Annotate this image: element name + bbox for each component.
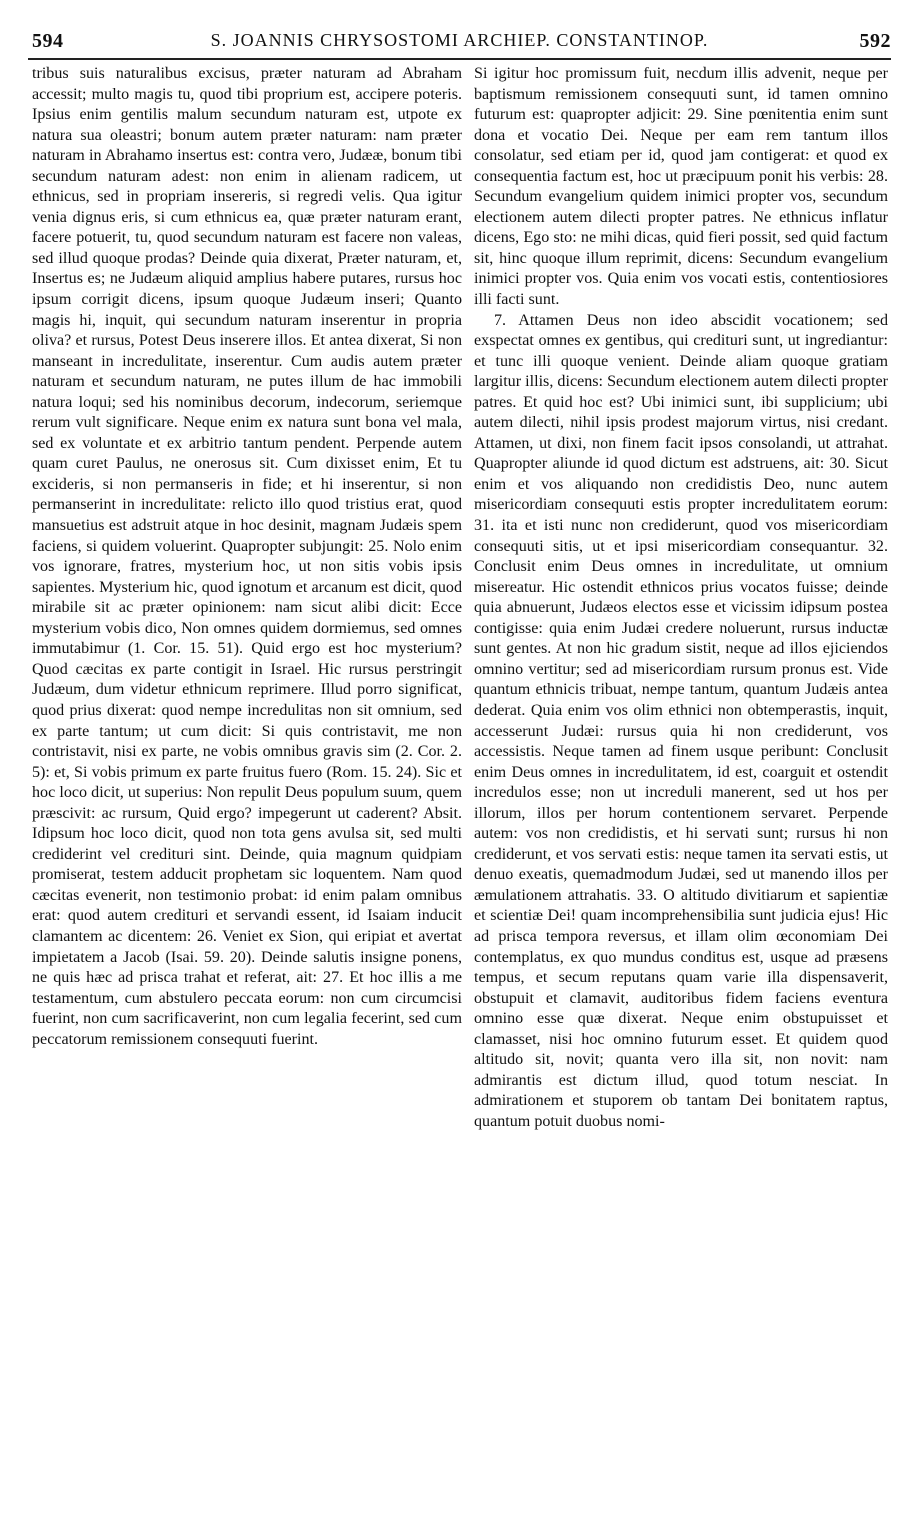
right-column (474, 64, 888, 1132)
right-paragraph-2: 7. Attamen Deus non ideo abscidit vocationem; sed exspectat omnes ex gentibus, qui credituri sunt, ut ingrediantur: et tunc illi quoque venient. Deinde aliam quoque gratiam largitur illis, dicens: Secundum electionem autem dilecti propter patres. Et quid hoc est? Ubi inimici sunt, ibi supplicium; ubi autem dilecti, nihil ipsis prodest majorum virtus, nisi credant. Attamen, ut dixi, non finem facit ipsos consolandi, ut attrahat. Quapropter aliunde id quod dictum est adstruens, ait: 30. Sicut enim et vos aliquando non credidistis Deo, nunc autem misericordiam consequuti estis propter incredulitatem eorum: 31. ita et isti nunc non crediderunt, quod vos misericordiam consequuti sitis, ut et ipsi misericordiam consequantur. 32. Conclusit enim Deus omnes in incredulitate, ut omnium misereatur. Hic ostendit ethnicos prius vocatos fuisse; deinde quia abnuerunt, Judæos electos esse et vicissim idipsum postea contigisse: quia enim Judæi credere noluerunt, rursus inductæ sunt gentes. At non hic gradum sistit, neque ad illos ejiciendos omnino vertitur; sed ad misericordiam rursum pronus est. Vide quantum ethnicis tribuat, nempe tantum, quantum Judæis antea dederat. Quia enim vos olim ethnici non obtemperastis, inquit, accesserunt Judæi: rursus quia hi non crediderunt, vos accessistis. Neque tamen ad finem usque peribunt: Conclusit enim Deus omnes in incredulitatem, id est, coarguit et ostendit incredulos esse; non ut increduli manerent, sed ut hos per illorum, illos per horum contentionem servaret. Perpende autem: vos non credidistis, et hi servati sunt; rursus hi non crediderunt, et vos servati estis: neque tamen ita servati estis, ut denuo exeatis, quemadmodum Judæi, sed ut manendo illos per æmulationem attrahatis. 33. O altitudo divitiarum et sapientiæ et scientiæ Dei! quam incomprehensibilia sunt judicia ejus! Hic ad prisca tempora reversus, et illam olim œconomiam Dei contemplatus, ex quo mundus conditus est, usque ad præsens tempus, et secum reputans quam varie illa dispensaverit, obstupuit et clamavit, auditoribus fidem faciens eventura omnino esse quæ dixerat. Neque enim obstupuisset et clamasset, nisi hoc omnino futurum esset. Et quidem quod altitudo sit, novit; quanta vero illa sit, non novit: nam admirantis est dictum illud, quod totum nesciat. In admirationem et stuporem ob tantam Dei bonitatem raptus, quantum potuit duobus nomi- (474, 311, 888, 1130)
right-paragraph-1: Si igitur hoc promissum fuit, necdum illis advenit, neque per baptismum remissionem consequuti sunt, id tamen omnino futurum est: quapropter adjicit: 29. Sine pœnitentia enim sunt dona et vocatio Dei. Neque per eam rem tantum illos consolatur, sed etiam per id, quod jam contigerat: et quod ex consequentia factum est, hoc ut præcipuum ponit his verbis: 28. Secundum evangelium quidem inimici propter vos, secundum electionem autem dilecti propter patres. Ne ethnicus inflatur dicens, Ego sto: ne mihi dicas, quid fieri possit, sed quid factum sit, hinc quoque illum reprimit, dicens: Secundum evangelium inimici propter vos. Quia enim vos vocati estis, contentiosiores illi facti sunt. (474, 65, 888, 309)
page-number-left: 594 (32, 30, 64, 52)
running-title: S. JOANNIS CHRYSOSTOMI ARCHIEP. CONSTANTINOP. (210, 30, 709, 50)
running-header (28, 22, 891, 60)
page-number-right: 592 (859, 30, 891, 52)
left-paragraph-1: tribus suis naturalibus excisus, præter naturam ad Abraham accessit; multo magis tu, quod tibi proprium est, accipere poteris. Ipsius enim gentilis malum secundum naturam est, utpote ex natura sua oleastri; bonum autem præter naturam: nam præter naturam in Abrahamo insertus est: contra vero, Judææ, bonum tibi secundum naturam adest: non enim in alienam radicem, ut ethnicus, sed in propriam insereris, si regredi velis. Qua igitur venia dignus eris, si cum ethnicus ea, quæ præter naturam erant, facere potuerit, tu, quod secundum naturam est facere non valeas, sed illud quoque prodas? Deinde quia dixerat, Præter naturam, et, Insertus es; ne Judæum aliquid amplius habere putares, rursus hoc ipsum corrigit dicens, ipsum quoque Judæum inseri; Quanto magis hi, inquit, qui secundum naturam inserentur in propria oliva? et rursus, Potest Deus inserere illos. Et antea dixerat, Si non manseant in incredulitate, inserentur. Cum audis autem præter naturam et secundum naturam, ne putes illum de hac immobili natura loqui; sed his nominibus decorum, indecorum, seriemque rerum vult significare. Neque enim ex natura sunt bona vel mala, sed ex voluntate et ex arbitrio tantum pendent. Perpende autem quam curet Paulus, ne onerosus sit. Cum dixisset enim, Et tu excideris, si non permanseris in fide; et hi inserentur, si non permanserint in incredulitate: relicto illo quod tristius erat, quod mansuetius est adstruit atque in hoc desinit, magnam Judæis spem faciens, si quidem voluerint. Quapropter subjungit: 25. Nolo enim vos ignorare, fratres, mysterium hoc, ut non sitis vobis ipsis sapientes. Mysterium hic, quod ignotum et arcanum est dicit, quod mirabile sit ac præter opinionem: nam sicut alibi dicit: Ecce mysterium vobis dico, Non omnes quidem dormiemus, sed omnes immutabimur (1. Cor. 15. 51). Quid ergo est hoc mysterium? Quod cæcitas ex parte contigit in Israel. Hic rursus perstringit Judæum, dum videtur ethnicum reprimere. Illud porro significat, quod prius dixerat: quod nempe incredulitas non sit omnium, sed ex parte tantum; ut cum dicit: Si quis contristavit, me non contristavit, nisi ex parte, ne vobis omnibus gravis sim (2. Cor. 2. 5): et, Si vobis primum ex parte fruitus fuero (Rom. 15. 24). Sic et hoc loco dicit, ut superius: Non repulit Deus populum suum, quem præscivit: ac rursum, Quid ergo? impegerunt ut caderent? Absit. Idipsum hoc loco dicit, quod non tota gens avulsa sit, sed multi crediderint vel credituri sint. Deinde, quia magnum quidpiam promiserat, testem adducit prophetam sic loquentem. Nam quod cæcitas evenerit, non testimonio probat: id enim palam omnibus erat: quod autem credituri et servandi essent, id Isaiam inducit clamantem ac dicentem: 26. Veniet ex Sion, qui eripiat et avertat impietatem a Jacob (Isai. 59. 20). Deinde salutis insigne ponens, ne quis hæc ad prisca trahat et referat, ait: 27. Et hoc illis a me testamentum, cum abstulero peccata eorum: non cum circumcisi fuerint, non cum sacrificaverint, non cum legalia fecerint, sed cum peccatorum remissionem consequuti fuerint. (32, 65, 462, 1048)
left-column (32, 64, 462, 1050)
